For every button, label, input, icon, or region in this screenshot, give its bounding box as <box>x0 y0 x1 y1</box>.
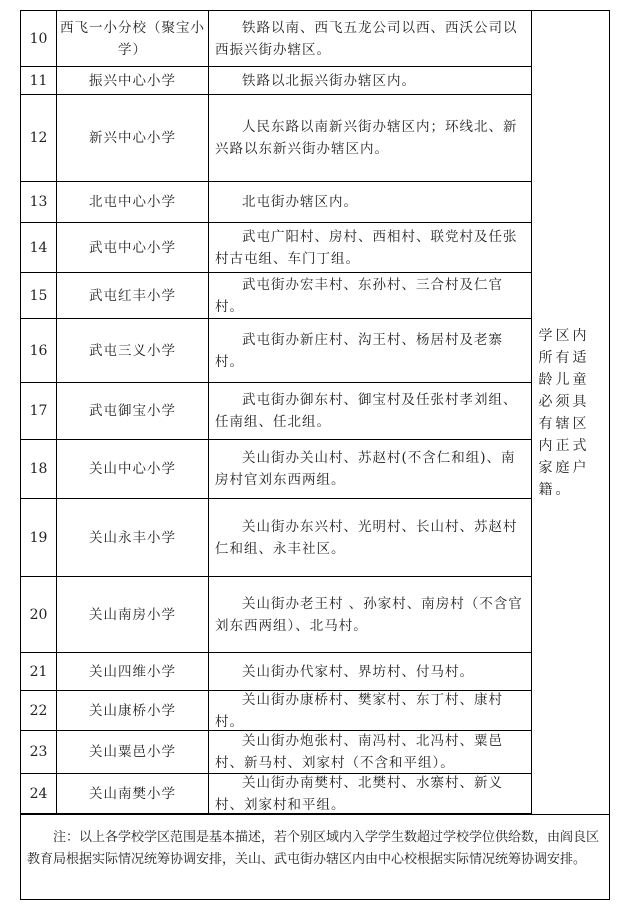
school-name: 武屯中心小学 <box>57 223 209 272</box>
district-area <box>209 319 531 382</box>
table-row <box>21 182 531 223</box>
row-number: 15 <box>21 273 57 318</box>
school-name: 关山永丰小学 <box>57 499 209 576</box>
district-area <box>209 774 531 813</box>
district-area <box>209 11 531 66</box>
district-area <box>209 653 531 690</box>
district-area-text: 武屯街办御东村、御宝村及任张村孝刘组、任南组、任北组。 <box>215 392 518 430</box>
district-area <box>209 499 531 576</box>
school-name: 关山粟邑小学 <box>57 731 209 773</box>
row-number: 14 <box>21 223 57 272</box>
row-number: 16 <box>21 319 57 382</box>
school-name: 新兴中心小学 <box>57 95 209 181</box>
row-number: 23 <box>21 731 57 773</box>
row-number: 17 <box>21 383 57 439</box>
row-number: 13 <box>21 182 57 222</box>
requirement-cell <box>531 11 609 814</box>
school-name: 武屯红丰小学 <box>57 273 209 318</box>
district-area-text: 武屯街办宏丰村、东孙村、三合村及仁官村。 <box>215 276 503 315</box>
district-area <box>209 383 531 439</box>
district-area <box>209 691 531 730</box>
school-name: 北屯中心小学 <box>57 182 209 222</box>
footnote <box>21 814 609 899</box>
district-area-text: 关山街办老王村 、孙家村、南房村（不含官刘东西两组）、北马村。 <box>215 595 523 634</box>
district-area-text: 铁路以南、西飞五龙公司以西、西沃公司以西振兴街办辖区。 <box>215 19 518 58</box>
district-area <box>209 67 531 94</box>
district-area-text: 关山街办东兴村、光明村、长山村、苏赵村仁和组、永丰社区。 <box>215 518 518 557</box>
district-area-text: 关山街办代家村、界坊村、付马村。 <box>242 663 474 680</box>
school-district-table <box>20 10 610 900</box>
requirement-text: 学区内所有适龄儿童必须具有辖区内正式家庭户籍。 <box>538 327 590 498</box>
district-area <box>209 223 531 272</box>
footnote-text: 注：以上各学校学区范围是基本描述，若个别区域内入学学生数超过学校学位供给数，由阎良区教育局根据实际情况统筹协调安排，关山、武屯街办辖区内由中心校根据实际情况统筹协调安排。 <box>27 830 600 867</box>
school-name: 西飞一小分校（聚宝小学） <box>57 11 209 66</box>
district-area-text: 关山街办关山村、苏赵村(不含仁和组)、南房村官刘东西两组。 <box>215 450 516 488</box>
table-row <box>21 440 531 499</box>
table-row <box>21 95 531 182</box>
school-name: 武屯三义小学 <box>57 319 209 382</box>
table-row <box>21 731 531 774</box>
row-number: 22 <box>21 691 57 730</box>
table-row <box>21 319 531 383</box>
table-row <box>21 691 531 731</box>
district-area <box>209 577 531 652</box>
table-row <box>21 577 531 653</box>
row-number: 24 <box>21 774 57 813</box>
school-name: 振兴中心小学 <box>57 67 209 94</box>
table-row <box>21 383 531 440</box>
school-name: 武屯御宝小学 <box>57 383 209 439</box>
district-area <box>209 95 531 181</box>
row-number: 18 <box>21 440 57 498</box>
district-area-text: 武屯广阳村、房村、西相村、联党村及任张村古屯组、车门丁组。 <box>215 228 518 267</box>
district-area-text: 关山街办炮张村、南冯村、北冯村、粟邑村、新马村、刘家村（不含和平组）。 <box>215 733 503 771</box>
district-area <box>209 273 531 318</box>
table-row <box>21 774 531 814</box>
school-name: 关山南房小学 <box>57 577 209 652</box>
row-number: 21 <box>21 653 57 690</box>
table-row <box>21 223 531 273</box>
district-area-text: 关山街办康桥村、樊家村、东丁村、康村村。 <box>215 691 503 730</box>
row-number: 11 <box>21 67 57 94</box>
table-row <box>21 67 531 95</box>
district-area <box>209 731 531 773</box>
table-row <box>21 11 531 67</box>
district-area-text: 北屯街办辖区内。 <box>242 194 358 210</box>
row-number: 19 <box>21 499 57 576</box>
district-area-text: 人民东路以南新兴街办辖区内；环线北、新兴路以东新兴街办辖区内。 <box>215 119 518 157</box>
school-name: 关山四维小学 <box>57 653 209 690</box>
row-number: 12 <box>21 95 57 181</box>
row-number: 10 <box>21 11 57 66</box>
table-grid <box>21 11 609 899</box>
district-area <box>209 182 531 222</box>
school-name: 关山中心小学 <box>57 440 209 498</box>
district-area-text: 关山街办南樊村、北樊村、水寨村、新义村、刘家村和平组。 <box>215 774 503 813</box>
table-row <box>21 273 531 319</box>
school-name: 关山康桥小学 <box>57 691 209 730</box>
school-name: 关山南樊小学 <box>57 774 209 813</box>
table-row <box>21 499 531 577</box>
district-area-text: 武屯街办新庄村、沟王村、杨居村及老寨村。 <box>215 331 503 370</box>
district-area-text: 铁路以北振兴街办辖区内。 <box>242 72 416 89</box>
row-number: 20 <box>21 577 57 652</box>
table-row <box>21 653 531 691</box>
district-area <box>209 440 531 498</box>
